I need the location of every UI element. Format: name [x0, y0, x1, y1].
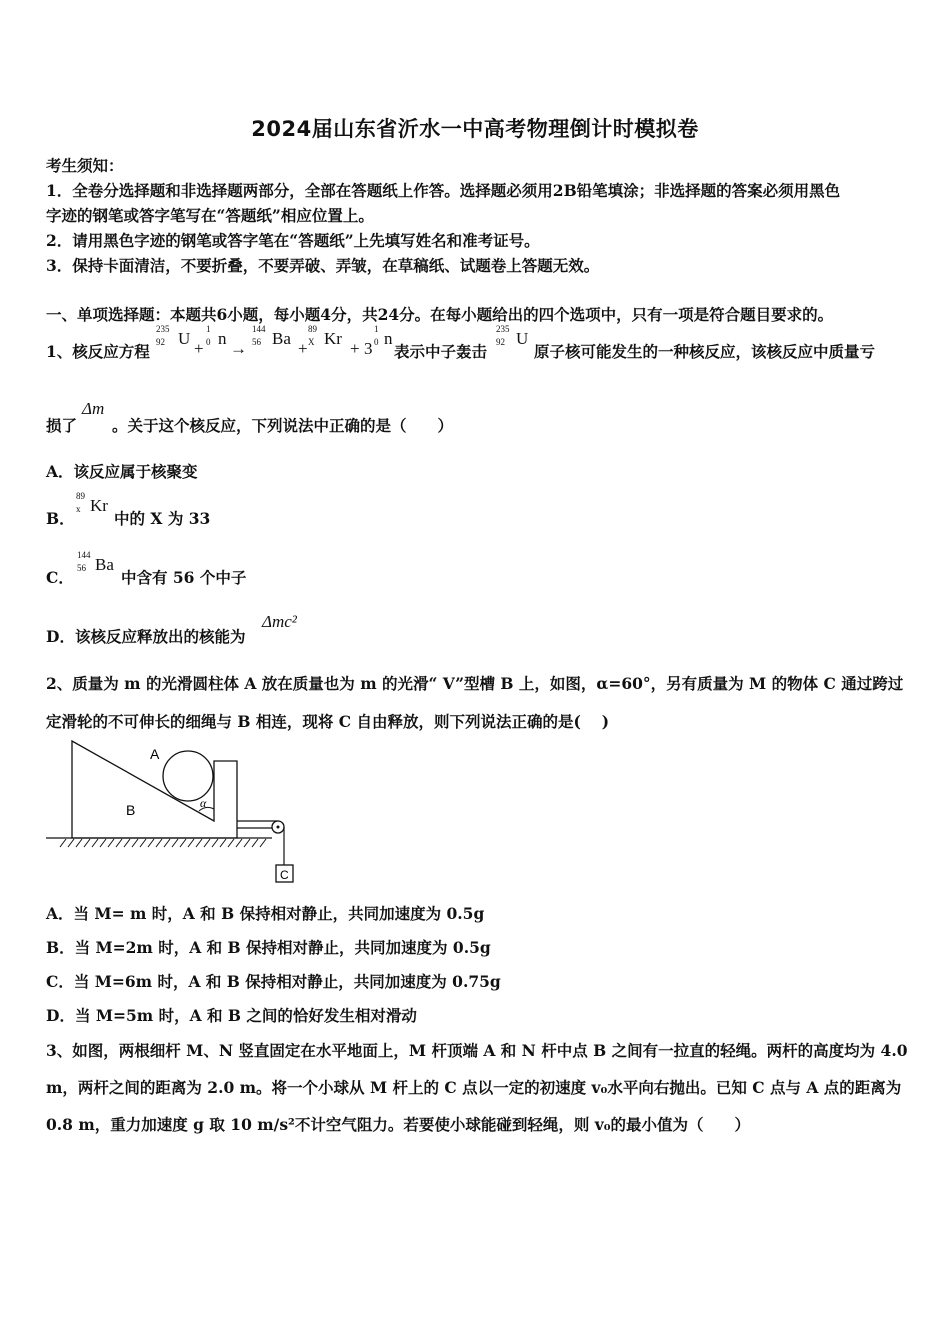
q2-option-d: D．当 M=5m 时，A 和 B 之间的恰好发生相对滑动	[46, 1006, 417, 1025]
q1-option-a: A．该反应属于核聚变	[46, 462, 198, 481]
label-c: C	[280, 868, 289, 882]
q1-option-c-label: C．	[46, 568, 74, 587]
q2-stem-line2: 定滑轮的不可伸长的细绳与 B 相连，现将 C 自由释放，则下列说法正确的是( )	[46, 712, 610, 731]
q1-prefix: 1、核反应方程	[46, 342, 150, 361]
q1-line2a: 损了	[46, 416, 78, 435]
q2-stem-line1: 2、质量为 m 的光滑圆柱体 A 放在质量也为 m 的光滑“ V”型槽 B 上，如图，α=60°，另有质量为 M 的物体 C 通过跨过	[46, 674, 904, 693]
q3-stem-line3: 0.8 m，重力加速度 g 取 10 m/s²不计空气阻力。若要使小球能碰到轻绳，则 v₀的最小值为（ ）	[46, 1115, 751, 1134]
q2-option-c: C．当 M=6m 时，A 和 B 保持相对静止，共同加速度为 0.75g	[46, 972, 501, 991]
nuclide-ba: 144 56 Ba	[252, 324, 291, 348]
delta-mc2: Δmc²	[262, 612, 297, 631]
q3-stem-line1: 3、如图，两根细杆 M、N 竖直固定在水平地面上，M 杆顶端 A 和 N 杆中点 B 之间有一拉直的轻绳。两杆的高度均为 4.0	[46, 1041, 908, 1060]
q1-option-d: D．该核反应释放出的核能为	[46, 627, 246, 646]
label-a: A	[150, 746, 160, 762]
q1-suffix: 原子核可能发生的一种核反应，该核反应中质量亏	[534, 342, 876, 361]
nuclide-n: 1 0 n	[206, 324, 227, 348]
section-heading: 一、单项选择题：本题共6小题，每小题4分，共24分。在每小题给出的四个选项中，只有一项是符合题目要求的。	[46, 305, 834, 324]
notice-line: 3．保持卡面清洁，不要折叠，不要弄破、弄皱，在草稿纸、试题卷上答题无效。	[46, 256, 600, 275]
label-b: B	[126, 802, 136, 818]
nuclide-u235-target: 235 92 U	[496, 324, 529, 348]
nuclide-ba-option: 144 56 Ba	[77, 550, 114, 574]
nuclide-u235: 235 92 U	[156, 324, 191, 348]
q3-stem-line2: m，两杆之间的距离为 2.0 m。将一个小球从 M 杆上的 C 点以一定的初速度 v₀水平向右抛出。已知 C 点与 A 点的距离为	[46, 1078, 902, 1097]
notice-line: 2．请用黑色字迹的钢笔或答字笔在“答题纸”上先填写姓名和准考证号。	[46, 231, 540, 250]
cylinder-a	[163, 751, 213, 801]
notice-heading: 考生须知：	[46, 156, 124, 175]
arrow-sign: →	[230, 339, 247, 358]
q2-option-b: B．当 M=2m 时，A 和 B 保持相对静止，共同加速度为 0.5g	[46, 938, 491, 957]
q1-line2b: 。关于这个核反应，下列说法中正确的是（ ）	[112, 416, 454, 435]
nuclide-kr: 89 X Kr	[308, 324, 342, 348]
notice-line: 1．全卷分选择题和非选择题两部分，全部在答题纸上作答。选择题必须用2B铅笔填涂；非选择题的答案必须用黑色	[46, 181, 841, 200]
notice-line: 字迹的钢笔或答字笔写在“答题纸”相应位置上。	[46, 206, 374, 225]
q1-option-c-text: 中含有 56 个中子	[121, 568, 247, 587]
nuclide-kr-option: 89 x Kr	[76, 491, 108, 515]
nuclide-n-product: 1 0 n	[374, 324, 393, 348]
q2-option-a: A．当 M= m 时，A 和 B 保持相对静止，共同加速度为 0.5g	[46, 904, 485, 923]
q1-equation: 235 92 U + 1 0 n → 144 56 Ba + 89 X Kr + 3 1 0 n	[156, 327, 396, 361]
delta-m: Δm	[82, 399, 105, 418]
q1-option-b-text: 中的 X 为 33	[114, 509, 211, 528]
q2-figure	[40, 735, 300, 890]
ground-hatch	[60, 839, 266, 847]
page-title: 2024届山东省沂水一中高考物理倒计时模拟卷	[251, 117, 699, 141]
q1-option-b-label: B．	[46, 509, 75, 528]
label-alpha: α	[200, 796, 207, 810]
q1-mid: 表示中子轰击	[394, 342, 488, 361]
plus-sign: +	[194, 339, 204, 358]
